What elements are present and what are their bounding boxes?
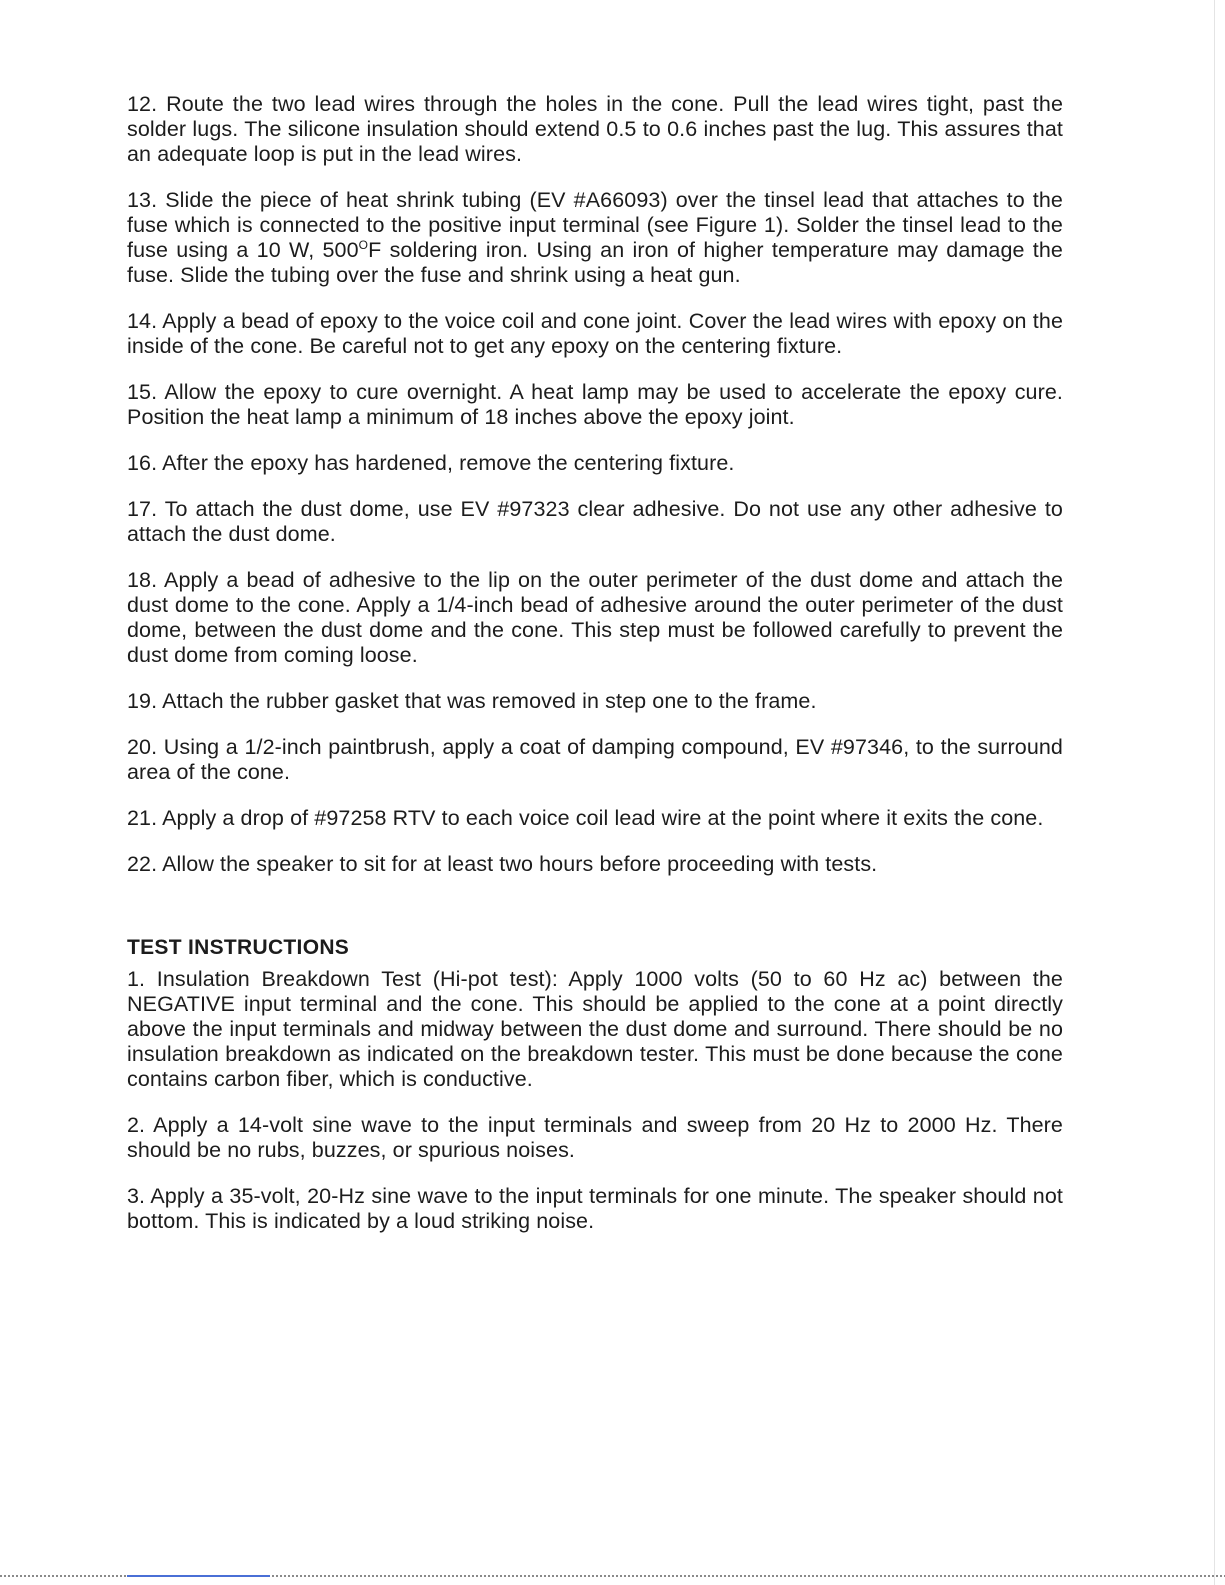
- step-15: 15. Allow the epoxy to cure overnight. A heat lamp may be used to accelerate the epoxy cure. Position the heat lamp a minimum of 18 inches above the epoxy joint.: [127, 380, 1063, 429]
- document-body: [127, 92, 1063, 1234]
- test-item-3: 3. Apply a 35-volt, 20-Hz sine wave to the input terminals for one minute. The speaker should not bottom. This is indicated by a loud striking noise.: [127, 1184, 1063, 1233]
- page-bottom-accent: [127, 1575, 270, 1577]
- step-13-text-after: F soldering iron. Using an iron of higher temperature may damage the fuse. Slide the tubing over the fuse and shrink using a heat gun.: [127, 238, 1063, 287]
- page-edge: [1214, 0, 1215, 1585]
- step-13: [127, 188, 1063, 288]
- step-16: 16. After the epoxy has hardened, remove the centering fixture.: [127, 451, 735, 475]
- test-item-2: 2. Apply a 14-volt sine wave to the input terminals and sweep from 20 Hz to 2000 Hz. There should be no rubs, buzzes, or spurious noises.: [127, 1113, 1063, 1162]
- section-spacer: [127, 877, 1063, 935]
- step-17: 17. To attach the dust dome, use EV #97323 clear adhesive. Do not use any other adhesive to attach the dust dome.: [127, 497, 1063, 546]
- step-14: 14. Apply a bead of epoxy to the voice coil and cone joint. Cover the lead wires with epoxy on the inside of the cone. Be careful not to get any epoxy on the centering fixture.: [127, 309, 1063, 358]
- test-instructions-heading: TEST INSTRUCTIONS: [127, 936, 350, 959]
- test-item-1: 1. Insulation Breakdown Test (Hi-pot test): Apply 1000 volts (50 to 60 Hz ac) between the NEGATIVE input terminal and the cone. This should be applied to the cone at a point directly above the input terminals and midway between the dust dome and surround. There should be no insulation breakdown as indicated on the breakdown tester. This must be done because the cone contains carbon fiber, which is conductive.: [127, 967, 1063, 1091]
- step-18: 18. Apply a bead of adhesive to the lip on the outer perimeter of the dust dome and attach the dust dome to the cone. Apply a 1/4-inch bead of adhesive around the outer perimeter of the dust dome, between the dust dome and the cone. This step must be followed carefully to prevent the dust dome from coming loose.: [127, 568, 1063, 667]
- step-22: 22. Allow the speaker to sit for at least two hours before proceeding with tests.: [127, 852, 878, 876]
- step-13-degree-superscript: O: [358, 237, 369, 252]
- step-12: 12. Route the two lead wires through the holes in the cone. Pull the lead wires tight, past the solder lugs. The silicone insulation should extend 0.5 to 0.6 inches past the lug. This assures that an adequate loop is put in the lead wires.: [127, 92, 1063, 166]
- step-21: 21. Apply a drop of #97258 RTV to each voice coil lead wire at the point where it exits the cone.: [127, 806, 1044, 830]
- step-13-text-before: 13. Slide the piece of heat shrink tubing (EV #A66093) over the tinsel lead that attaches to the fuse which is connected to the positive input terminal (see Figure 1). Solder the tinsel lead to the fuse using a 10 W, 500: [127, 188, 1063, 262]
- step-20: 20. Using a 1/2-inch paintbrush, apply a coat of damping compound, EV #97346, to the surround area of the cone.: [127, 735, 1063, 784]
- step-19: 19. Attach the rubber gasket that was removed in step one to the frame.: [127, 689, 817, 713]
